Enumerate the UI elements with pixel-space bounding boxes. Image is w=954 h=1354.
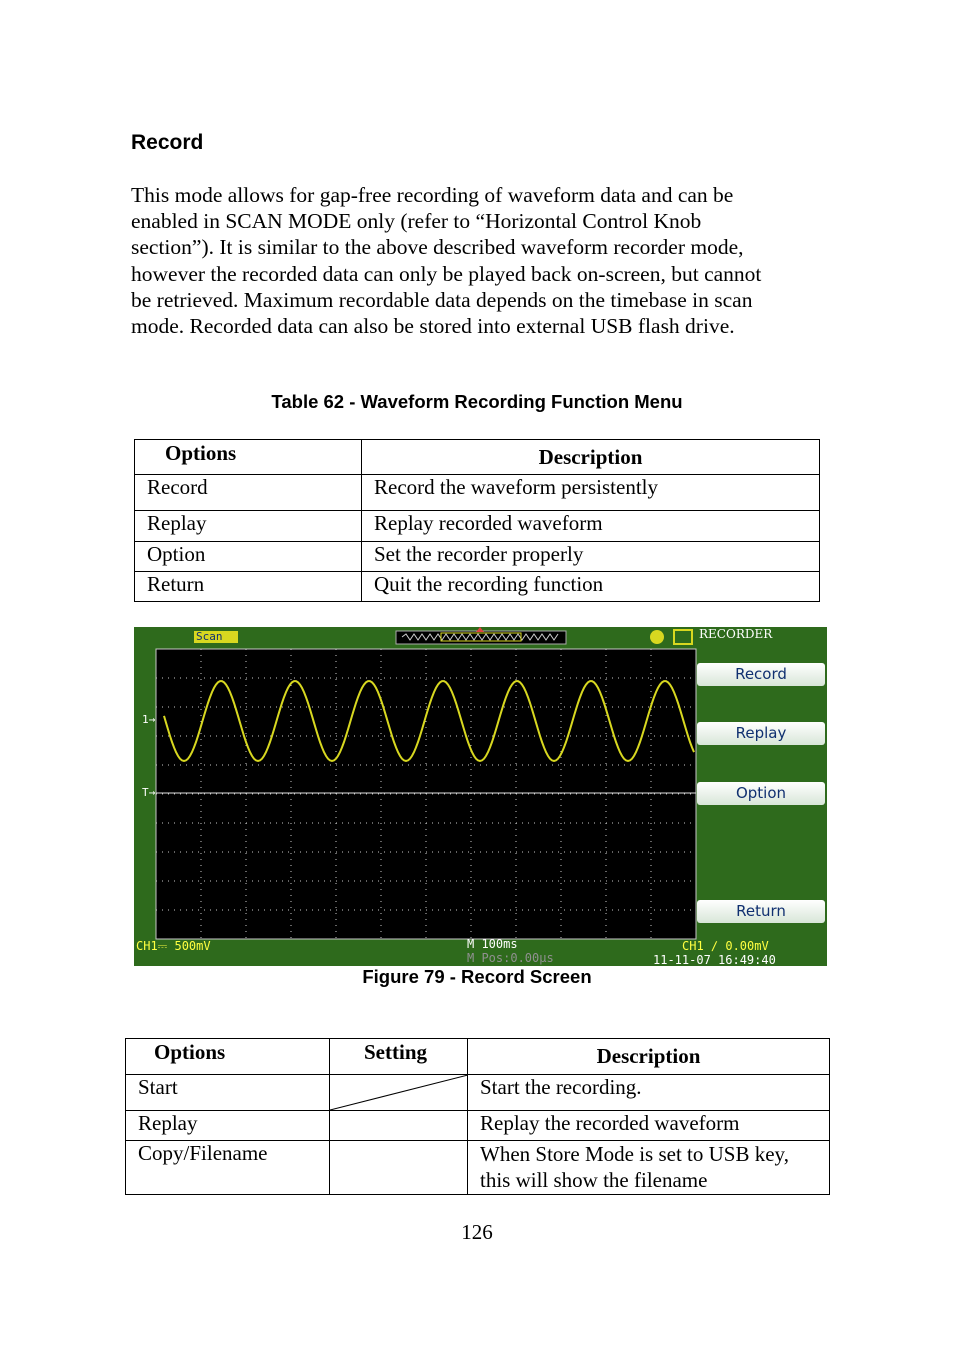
paragraph-line: mode. Recorded data can also be stored into external USB flash drive. [131, 314, 735, 339]
mode-badge: Scan [196, 630, 223, 643]
trigger-info: CH1 ∕ 0.00mV [682, 939, 769, 953]
options-table [125, 1038, 830, 1195]
date-time: 11-11-07 16:49:40 [653, 953, 776, 966]
trigger-marker: T→ [142, 786, 156, 799]
menu-title: RECORDER [699, 627, 773, 641]
setting-cell-empty [330, 1075, 468, 1111]
record-button[interactable]: Record [697, 663, 825, 686]
diagonal-slash [330, 1075, 468, 1111]
figure-caption: Figure 79 - Record Screen [362, 966, 592, 987]
page-number: 126 [461, 1220, 493, 1244]
table-row [135, 572, 820, 602]
run-status-icon [650, 630, 664, 644]
table-header: Description [468, 1039, 830, 1075]
paragraph-line: however the recorded data can only be played back on-screen, but cannot [131, 261, 762, 286]
table-cell: Replay [126, 1111, 330, 1141]
table-cell: Set the recorder properly [362, 542, 820, 572]
section-heading: Record [131, 131, 204, 154]
table-row [126, 1111, 830, 1141]
table-cell: Copy/Filename [126, 1141, 330, 1195]
table-cell: When Store Mode is set to USB key, this will show the filename [468, 1141, 830, 1195]
usb-icon [674, 630, 692, 644]
trigger-position-marker [476, 627, 484, 632]
table-cell: Replay [135, 511, 362, 542]
table-row [135, 475, 820, 511]
option-button[interactable]: Option [697, 782, 825, 805]
paragraph-line: This mode allows for gap-free recording of waveform data and can be [131, 183, 734, 207]
timebase: M 100ms [467, 937, 518, 951]
horizontal-position: M Pos:0.00μs [467, 951, 554, 965]
ch1-scale: CH1⎓ 500mV [136, 939, 211, 953]
table-row [135, 511, 820, 542]
table-cell: Replay the recorded waveform [468, 1111, 830, 1141]
table-row [126, 1141, 830, 1195]
table-cell: Replay recorded waveform [362, 511, 820, 542]
table-cell: Start [126, 1075, 330, 1111]
table-caption: Table 62 - Waveform Recording Function Menu [271, 391, 683, 412]
replay-button[interactable]: Replay [697, 722, 825, 745]
table-header: Options [135, 440, 362, 475]
return-button[interactable]: Return [697, 900, 825, 923]
oscilloscope-screen [134, 627, 827, 966]
function-menu-table [134, 439, 820, 602]
table-row [135, 542, 820, 572]
table-cell: Record the waveform persistently [362, 475, 820, 511]
table-cell [330, 1141, 468, 1195]
ch1-marker: 1→ [142, 713, 156, 726]
paragraph-line: section”). It is similar to the above described waveform recorder mode, [131, 235, 744, 260]
intro-paragraph [131, 182, 831, 339]
table-cell: Start the recording. [468, 1075, 830, 1111]
table-header: Description [362, 440, 820, 475]
table-cell: Record [135, 475, 362, 511]
table-row [126, 1075, 830, 1111]
table-cell: Quit the recording function [362, 572, 820, 602]
paragraph-line: enabled in SCAN MODE only (refer to “Horizontal Control Knob [131, 209, 702, 234]
table-header: Options [126, 1039, 330, 1075]
table-cell: Option [135, 542, 362, 572]
paragraph-line: be retrieved. Maximum recordable data depends on the timebase in scan [131, 287, 753, 312]
table-cell [330, 1111, 468, 1141]
table-cell: Return [135, 572, 362, 602]
table-header: Setting [330, 1039, 468, 1075]
